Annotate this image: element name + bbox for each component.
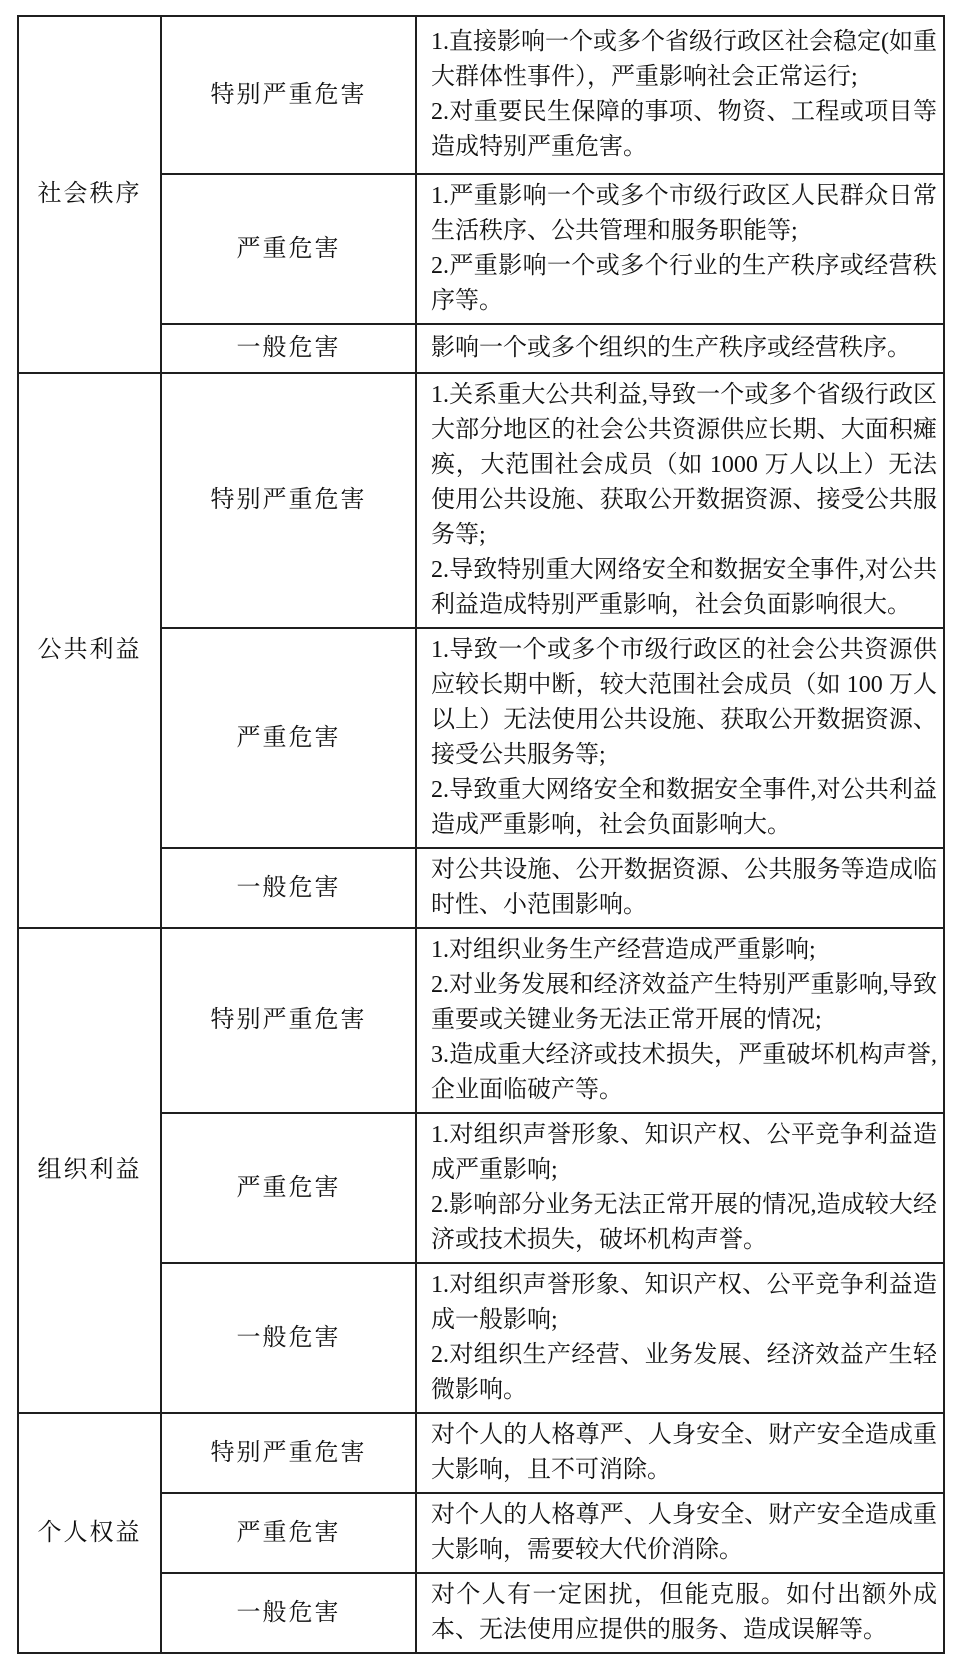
category-cell-social-order: 社会秩序: [18, 16, 161, 373]
description-item: 1.严重影响一个或多个市级行政区人民群众日常生活秩序、公共管理和服务职能等;: [431, 183, 937, 244]
category-cell-personal-rights: 个人权益: [18, 1413, 161, 1653]
description-item: 对个人的人格尊严、人身安全、财产安全造成重大影响，需要较大代价消除。: [431, 1502, 937, 1563]
table-row: [18, 373, 944, 628]
description-cell: [416, 1413, 944, 1493]
description-cell: [416, 628, 944, 848]
description-item: 1.对组织声誉形象、知识产权、公平竞争利益造成严重影响;: [431, 1122, 937, 1183]
description-item: 1.对组织业务生产经营造成严重影响;: [431, 937, 816, 963]
level-cell: 严重危害: [161, 628, 416, 848]
description-item: 对个人有一定困扰，但能克服。如付出额外成本、无法使用应提供的服务、造成误解等。: [431, 1582, 937, 1643]
description-cell: [416, 928, 944, 1113]
description-cell: [416, 848, 944, 928]
description-item: 2.对业务发展和经济效益产生特别严重影响,导致重要或关键业务无法正常开展的情况;: [431, 972, 937, 1033]
level-cell: 严重危害: [161, 1113, 416, 1263]
level-cell: 特别严重危害: [161, 928, 416, 1113]
description-cell: [416, 174, 944, 324]
level-cell: 特别严重危害: [161, 1413, 416, 1493]
table-row: [18, 928, 944, 1113]
level-cell: 特别严重危害: [161, 373, 416, 628]
category-cell-org-interest: 组织利益: [18, 928, 161, 1413]
description-item: 2.导致特别重大网络安全和数据安全事件,对公共利益造成特别严重影响，社会负面影响很大。: [431, 557, 937, 618]
table-row: [18, 1413, 944, 1493]
level-cell: 一般危害: [161, 324, 416, 373]
description-cell: [416, 16, 944, 174]
description-item: 对公共设施、公开数据资源、公共服务等造成临时性、小范围影响。: [431, 857, 937, 918]
description-cell: [416, 1263, 944, 1413]
level-cell: 严重危害: [161, 174, 416, 324]
description-item: 2.影响部分业务无法正常开展的情况,造成较大经济或技术损失，破坏机构声誉。: [431, 1192, 937, 1253]
description-item: 2.严重影响一个或多个行业的生产秩序或经营秩序等。: [431, 253, 937, 314]
description-item: 1.对组织声誉形象、知识产权、公平竞争利益造成一般影响;: [431, 1272, 937, 1333]
description-cell: [416, 373, 944, 628]
harm-classification-table: [17, 15, 945, 1654]
description-item: 1.关系重大公共利益,导致一个或多个省级行政区大部分地区的社会公共资源供应长期、大面积瘫痪，大范围社会成员（如 1000 万人以上）无法使用公共设施、获取公开数据资源、接受公共服务等;: [431, 382, 937, 548]
level-cell: 一般危害: [161, 848, 416, 928]
description-cell: [416, 1493, 944, 1573]
description-item: 2.对重要民生保障的事项、物资、工程或项目等造成特别严重危害。: [431, 99, 937, 160]
description-cell: [416, 324, 944, 373]
description-cell: [416, 1113, 944, 1263]
description-item: 1.直接影响一个或多个省级行政区社会稳定(如重大群体性事件），严重影响社会正常运行;: [431, 29, 937, 90]
description-item: 3.造成重大经济或技术损失，严重破坏机构声誉,企业面临破产等。: [431, 1042, 937, 1103]
description-item: 影响一个或多个组织的生产秩序或经营秩序。: [431, 335, 911, 361]
description-item: 1.导致一个或多个市级行政区的社会公共资源供应较长期中断，较大范围社会成员（如 100 万人以上）无法使用公共设施、获取公开数据资源、接受公共服务等;: [431, 637, 937, 768]
level-cell: 一般危害: [161, 1263, 416, 1413]
level-cell: 一般危害: [161, 1573, 416, 1653]
level-cell: 特别严重危害: [161, 16, 416, 174]
description-item: 2.对组织生产经营、业务发展、经济效益产生轻微影响。: [431, 1342, 937, 1403]
description-cell: [416, 1573, 944, 1653]
description-item: 2.导致重大网络安全和数据安全事件,对公共利益造成严重影响，社会负面影响大。: [431, 777, 937, 838]
description-item: 对个人的人格尊严、人身安全、财产安全造成重大影响，且不可消除。: [431, 1422, 937, 1483]
table-row: [18, 16, 944, 174]
level-cell: 严重危害: [161, 1493, 416, 1573]
category-cell-public-interest: 公共利益: [18, 373, 161, 928]
